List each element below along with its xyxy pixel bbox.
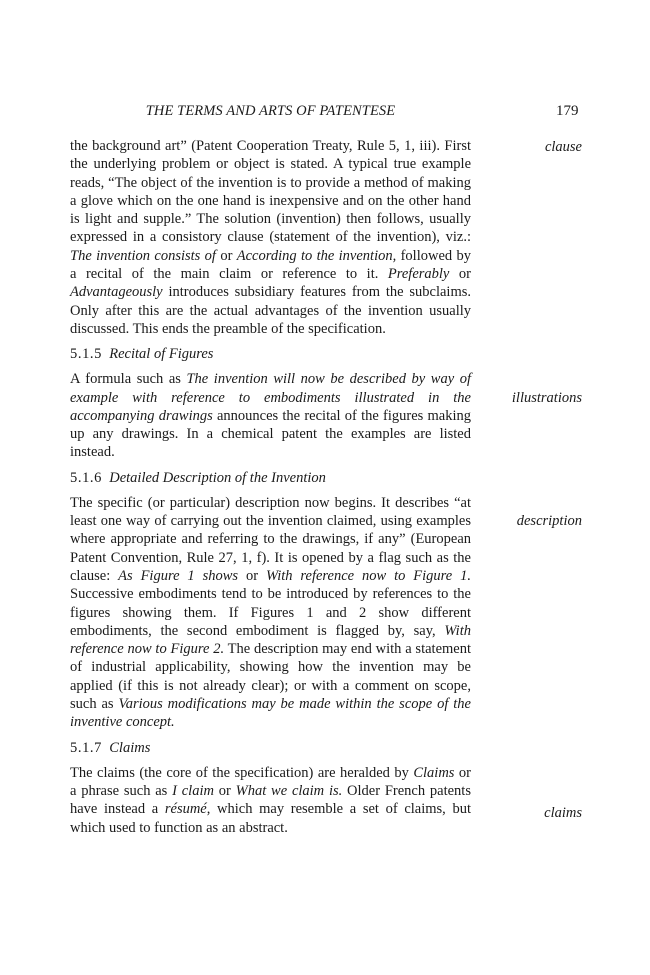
margin-note-claims: claims — [544, 805, 582, 821]
section-heading-5-1-5: 5.1.5 Recital of Figures — [70, 346, 214, 363]
paragraph-recital-of-figures: A formula such as The invention will now be described by way of example with reference to embodiments illustrated in the accompanying drawings announces the recital of the figures making up any drawings. In a chemical patent the examples are listed instead. — [70, 371, 471, 461]
running-title: THE TERMS AND ARTS OF PATENTESE — [145, 103, 396, 119]
margin-note-illustrations: illustrations — [511, 390, 582, 406]
section-heading-5-1-6: 5.1.6 Detailed Description of the Invention — [70, 469, 326, 486]
margin-note-clause: clause — [544, 139, 582, 155]
paragraph-preamble: the background art” (Patent Cooperation Treaty, Rule 5, 1, iii). First the underlying problem or object is stated. A typical true example reads, “The object of the invention is to provide a method of making a glove which on the one hand is inexpensive and on the other hand is light and supple.” The solution (invention) then follows, usually expressed in a consistory clause (statement of the invention), viz.: The invention consists of or According to the invention, followed by a recital of the main claim or reference to it. Preferably or Advantageously introduces subsidiary features from the subclaims. Only after this are the actual advantages of the invention usually discussed. This ends the preamble of the specification. — [70, 138, 471, 337]
paragraph-detailed-description: The specific (or particular) description now begins. It describes “at least one way of carrying out the invention claimed, using examples where appropriate and referring to the drawings, if any” (European Patent Convention, Rule 27, 1, f). It is opened by a flag such as the clause: As Figure 1 shows or With reference now to Figure 1. Successive embodiments tend to be introduced by references to the figures showing them. If Figures 1 and 2 show different embodiments, the second embodiment is flagged by, say, With reference now to Figure 2. The description may end with a statement of industrial applicability, showing how the invention may be applied (if this is not already clear); or with a comment on scope, such as Various modifications may be made within the scope of the inventive concept. — [70, 494, 471, 731]
page-number: 179 — [556, 103, 579, 119]
paragraph-claims: The claims (the core of the specification) are heralded by Claims or a phrase such as I claim or What we claim is. Older French patents have instead a résumé, which may resemble a set of claims, but which used to function as an abstract. — [70, 764, 471, 836]
body-text — [70, 137, 471, 837]
section-heading-5-1-7: 5.1.7 Claims — [70, 739, 151, 756]
margin-note-description: description — [516, 513, 582, 529]
